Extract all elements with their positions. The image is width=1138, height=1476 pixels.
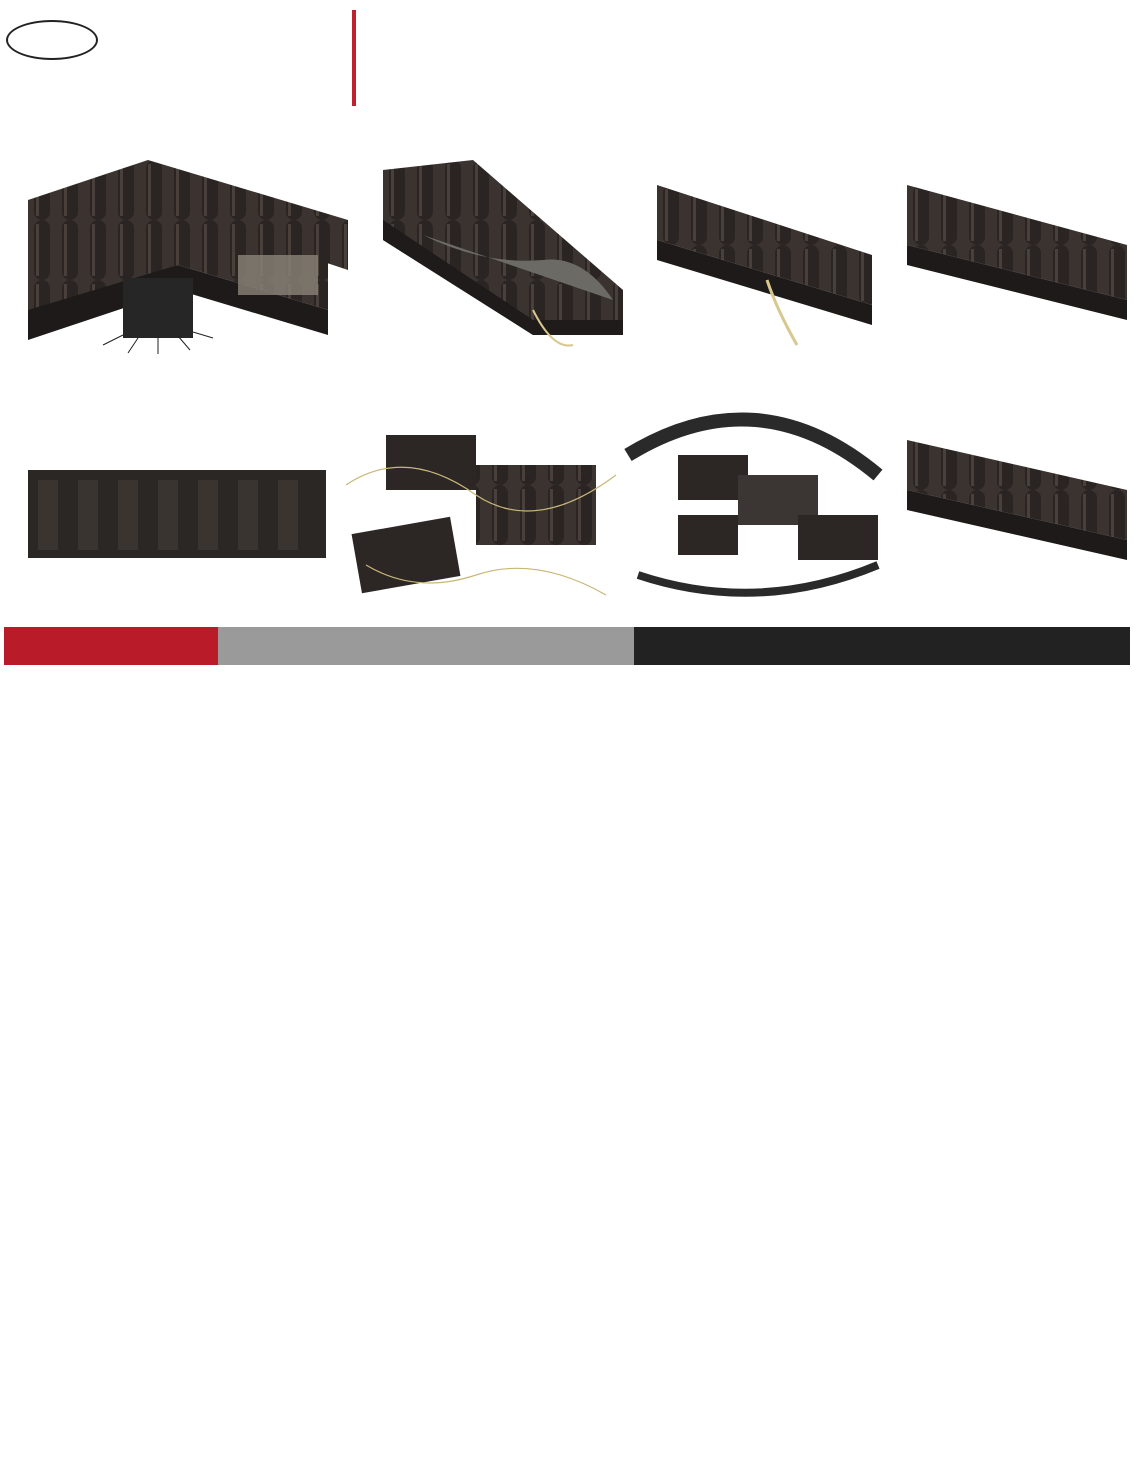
belt-image-4 (907, 185, 1127, 325)
header-recommendations (634, 627, 1130, 665)
panel-title-5 (6, 395, 27, 429)
belt-image-6a (346, 425, 621, 605)
belt-image-1 (28, 160, 348, 360)
title-divider (352, 10, 356, 106)
belt-image-2 (383, 160, 633, 350)
belt-image-3 (657, 185, 872, 350)
failure-table (4, 627, 1130, 665)
belt-image-6b (618, 395, 888, 605)
panel-title-3 (632, 135, 653, 169)
header-causes (218, 627, 634, 665)
header-symptoms (4, 627, 218, 665)
belt-image-5 (28, 470, 326, 560)
panel-title-4 (882, 135, 903, 169)
gates-logo (6, 20, 98, 60)
belt-image-7 (907, 430, 1132, 565)
table-header (4, 627, 1130, 665)
header (0, 0, 1138, 125)
